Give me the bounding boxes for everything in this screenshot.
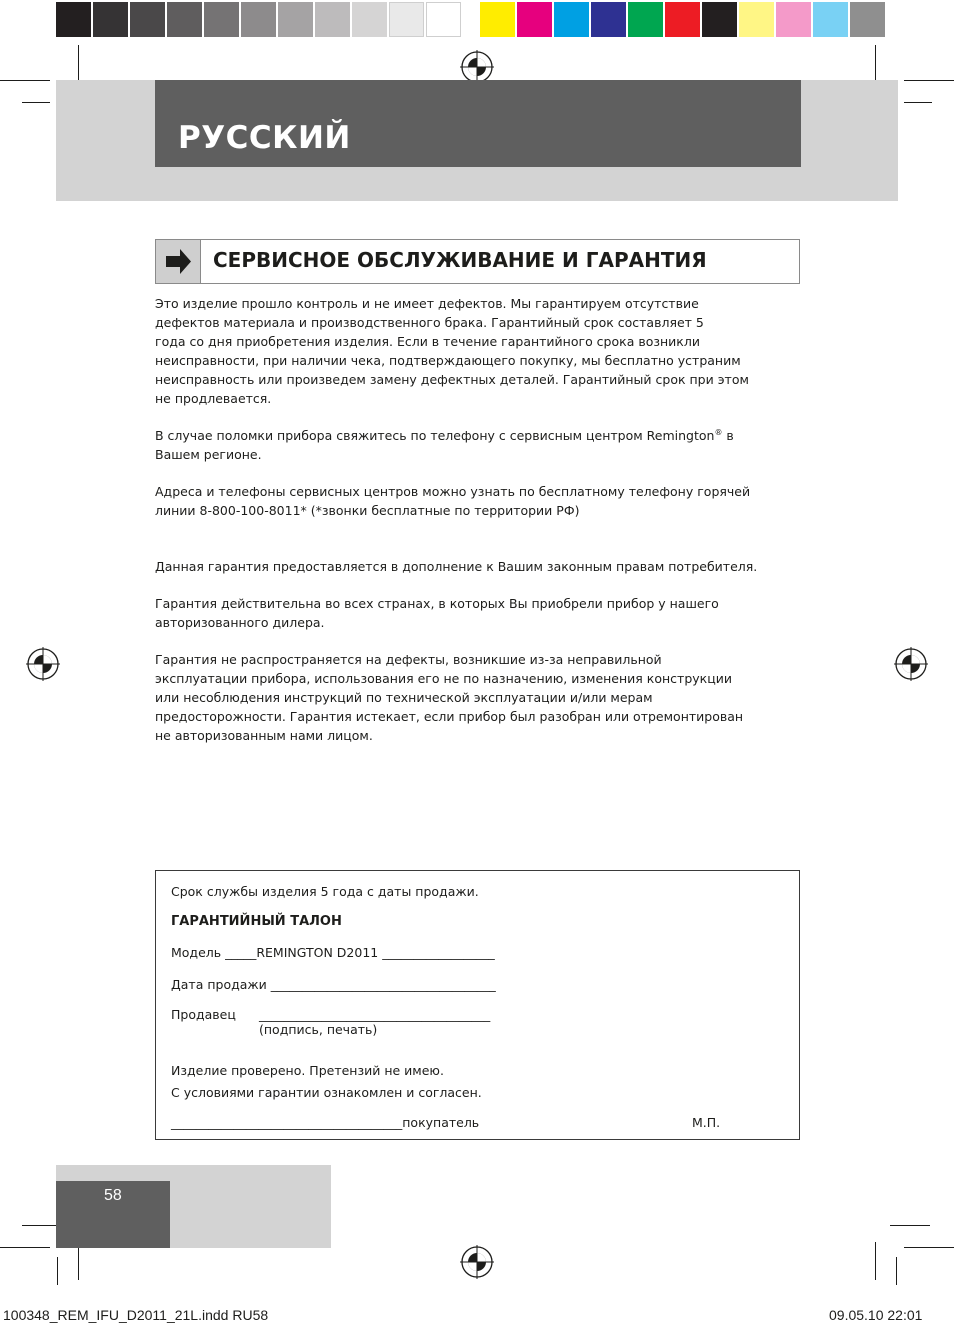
- color-swatch: [591, 2, 626, 37]
- registration-mark-icon: [894, 647, 928, 681]
- color-swatch: [315, 2, 350, 37]
- section-arrow-box: [156, 240, 201, 283]
- warranty-card-title: ГАРАНТИЙНЫЙ ТАЛОН: [171, 914, 342, 929]
- color-swatch: [204, 2, 239, 37]
- crop-mark: [904, 1247, 954, 1248]
- crop-mark: [875, 1242, 876, 1280]
- consumer-rights-paragraph: Данная гарантия предоставляется в дополнение к Вашим законным правам потребителя.: [155, 559, 758, 574]
- color-swatch: [665, 2, 700, 37]
- crop-mark: [0, 80, 50, 81]
- registration-mark-icon: [460, 1245, 494, 1279]
- registration-mark-icon: [26, 647, 60, 681]
- seller-field: _____________________________________: [259, 1007, 491, 1022]
- warranty-card: [155, 870, 800, 1140]
- seller-label: Продавец: [171, 1007, 236, 1022]
- crop-mark: [904, 80, 954, 81]
- color-swatch: [739, 2, 774, 37]
- stamp-label: М.П.: [692, 1115, 721, 1130]
- registration-mark-icon: [460, 50, 494, 84]
- agreed-statement: С условиями гарантии ознакомлен и согласен.: [171, 1085, 482, 1100]
- color-swatch: [389, 2, 424, 37]
- color-swatch: [241, 2, 276, 37]
- arrow-right-icon: [156, 240, 200, 283]
- crop-mark: [904, 102, 932, 103]
- validity-paragraph: Гарантия действительна во всех странах, в которых Вы приобрели прибор у нашего авторизованного дилера.: [155, 596, 719, 630]
- page-title: РУССКИЙ: [178, 120, 351, 156]
- crop-mark: [0, 1247, 50, 1248]
- hotline-paragraph: Адреса и телефоны сервисных центров можно узнать по бесплатному телефону горячей линии 8-800-100-8011* (*звонки бесплатные по территории РФ): [155, 484, 751, 518]
- color-swatch: [130, 2, 165, 37]
- color-swatch: [517, 2, 552, 37]
- date-slug: 09.05.10 22:01: [829, 1307, 923, 1323]
- warranty-paragraph: Это изделие прошло контроль и не имеет дефектов. Мы гарантируем отсутствие дефектов материала и производственного брака. Гарантийный срок составляет 5 года со дня приобретения изделия. Если в течение гарантийного срока возникли неисправности, при наличии чека, подтверждающего покупку, мы бесплатно устраним неисправность или произведем замену дефектных деталей. Гарантийный срок при этом не продлевается.: [155, 296, 749, 406]
- file-slug: 100348_REM_IFU_D2011_21L.indd RU58: [3, 1307, 269, 1323]
- seller-hint: (подпись, печать): [259, 1022, 378, 1037]
- color-swatch: [56, 2, 91, 37]
- section-heading: [155, 239, 800, 284]
- section-title: СЕРВИСНОЕ ОБСЛУЖИВАНИЕ И ГАРАНТИЯ: [213, 248, 707, 272]
- color-swatch: [278, 2, 313, 37]
- sale-date-field: Дата продажи ____________________________________: [171, 977, 496, 992]
- checked-statement: Изделие проверено. Претензий не имею.: [171, 1063, 444, 1078]
- color-swatch: [776, 2, 811, 37]
- service-life-text: Срок службы изделия 5 года с даты продажи.: [171, 884, 479, 899]
- page-number: 58: [104, 1187, 122, 1204]
- color-swatch: [850, 2, 885, 37]
- color-swatch: [93, 2, 128, 37]
- buyer-signature-field: _____________________________________покупатель: [171, 1115, 480, 1130]
- crop-mark: [22, 102, 50, 103]
- crop-mark: [896, 1257, 897, 1285]
- color-swatch: [554, 2, 589, 37]
- registered-trademark: ®: [714, 427, 723, 437]
- color-swatch: [813, 2, 848, 37]
- crop-mark: [890, 1225, 930, 1226]
- color-swatch: [167, 2, 202, 37]
- color-swatch: [352, 2, 387, 37]
- color-calibration-bar: [56, 0, 887, 38]
- color-swatch: [426, 2, 461, 37]
- color-swatch: [628, 2, 663, 37]
- model-field: Модель _____REMINGTON D2011 __________________: [171, 945, 495, 960]
- crop-mark: [57, 1257, 58, 1285]
- exclusions-paragraph: Гарантия не распространяется на дефекты, возникшие из-за неправильной эксплуатации прибора, использования его не по назначению, изменения конструкции или несоблюдения инструкций по технической эксплуатации и/или мерам предосторожности. Гарантия истекает, если прибор был разобран или отремонтирован не авторизованным нами лицом.: [155, 652, 744, 743]
- service-contact-paragraph: В случае поломки прибора свяжитесь по телефону с сервисным центром Remington® в Вашем регионе.: [155, 427, 734, 462]
- color-swatch: [480, 2, 515, 37]
- color-swatch: [702, 2, 737, 37]
